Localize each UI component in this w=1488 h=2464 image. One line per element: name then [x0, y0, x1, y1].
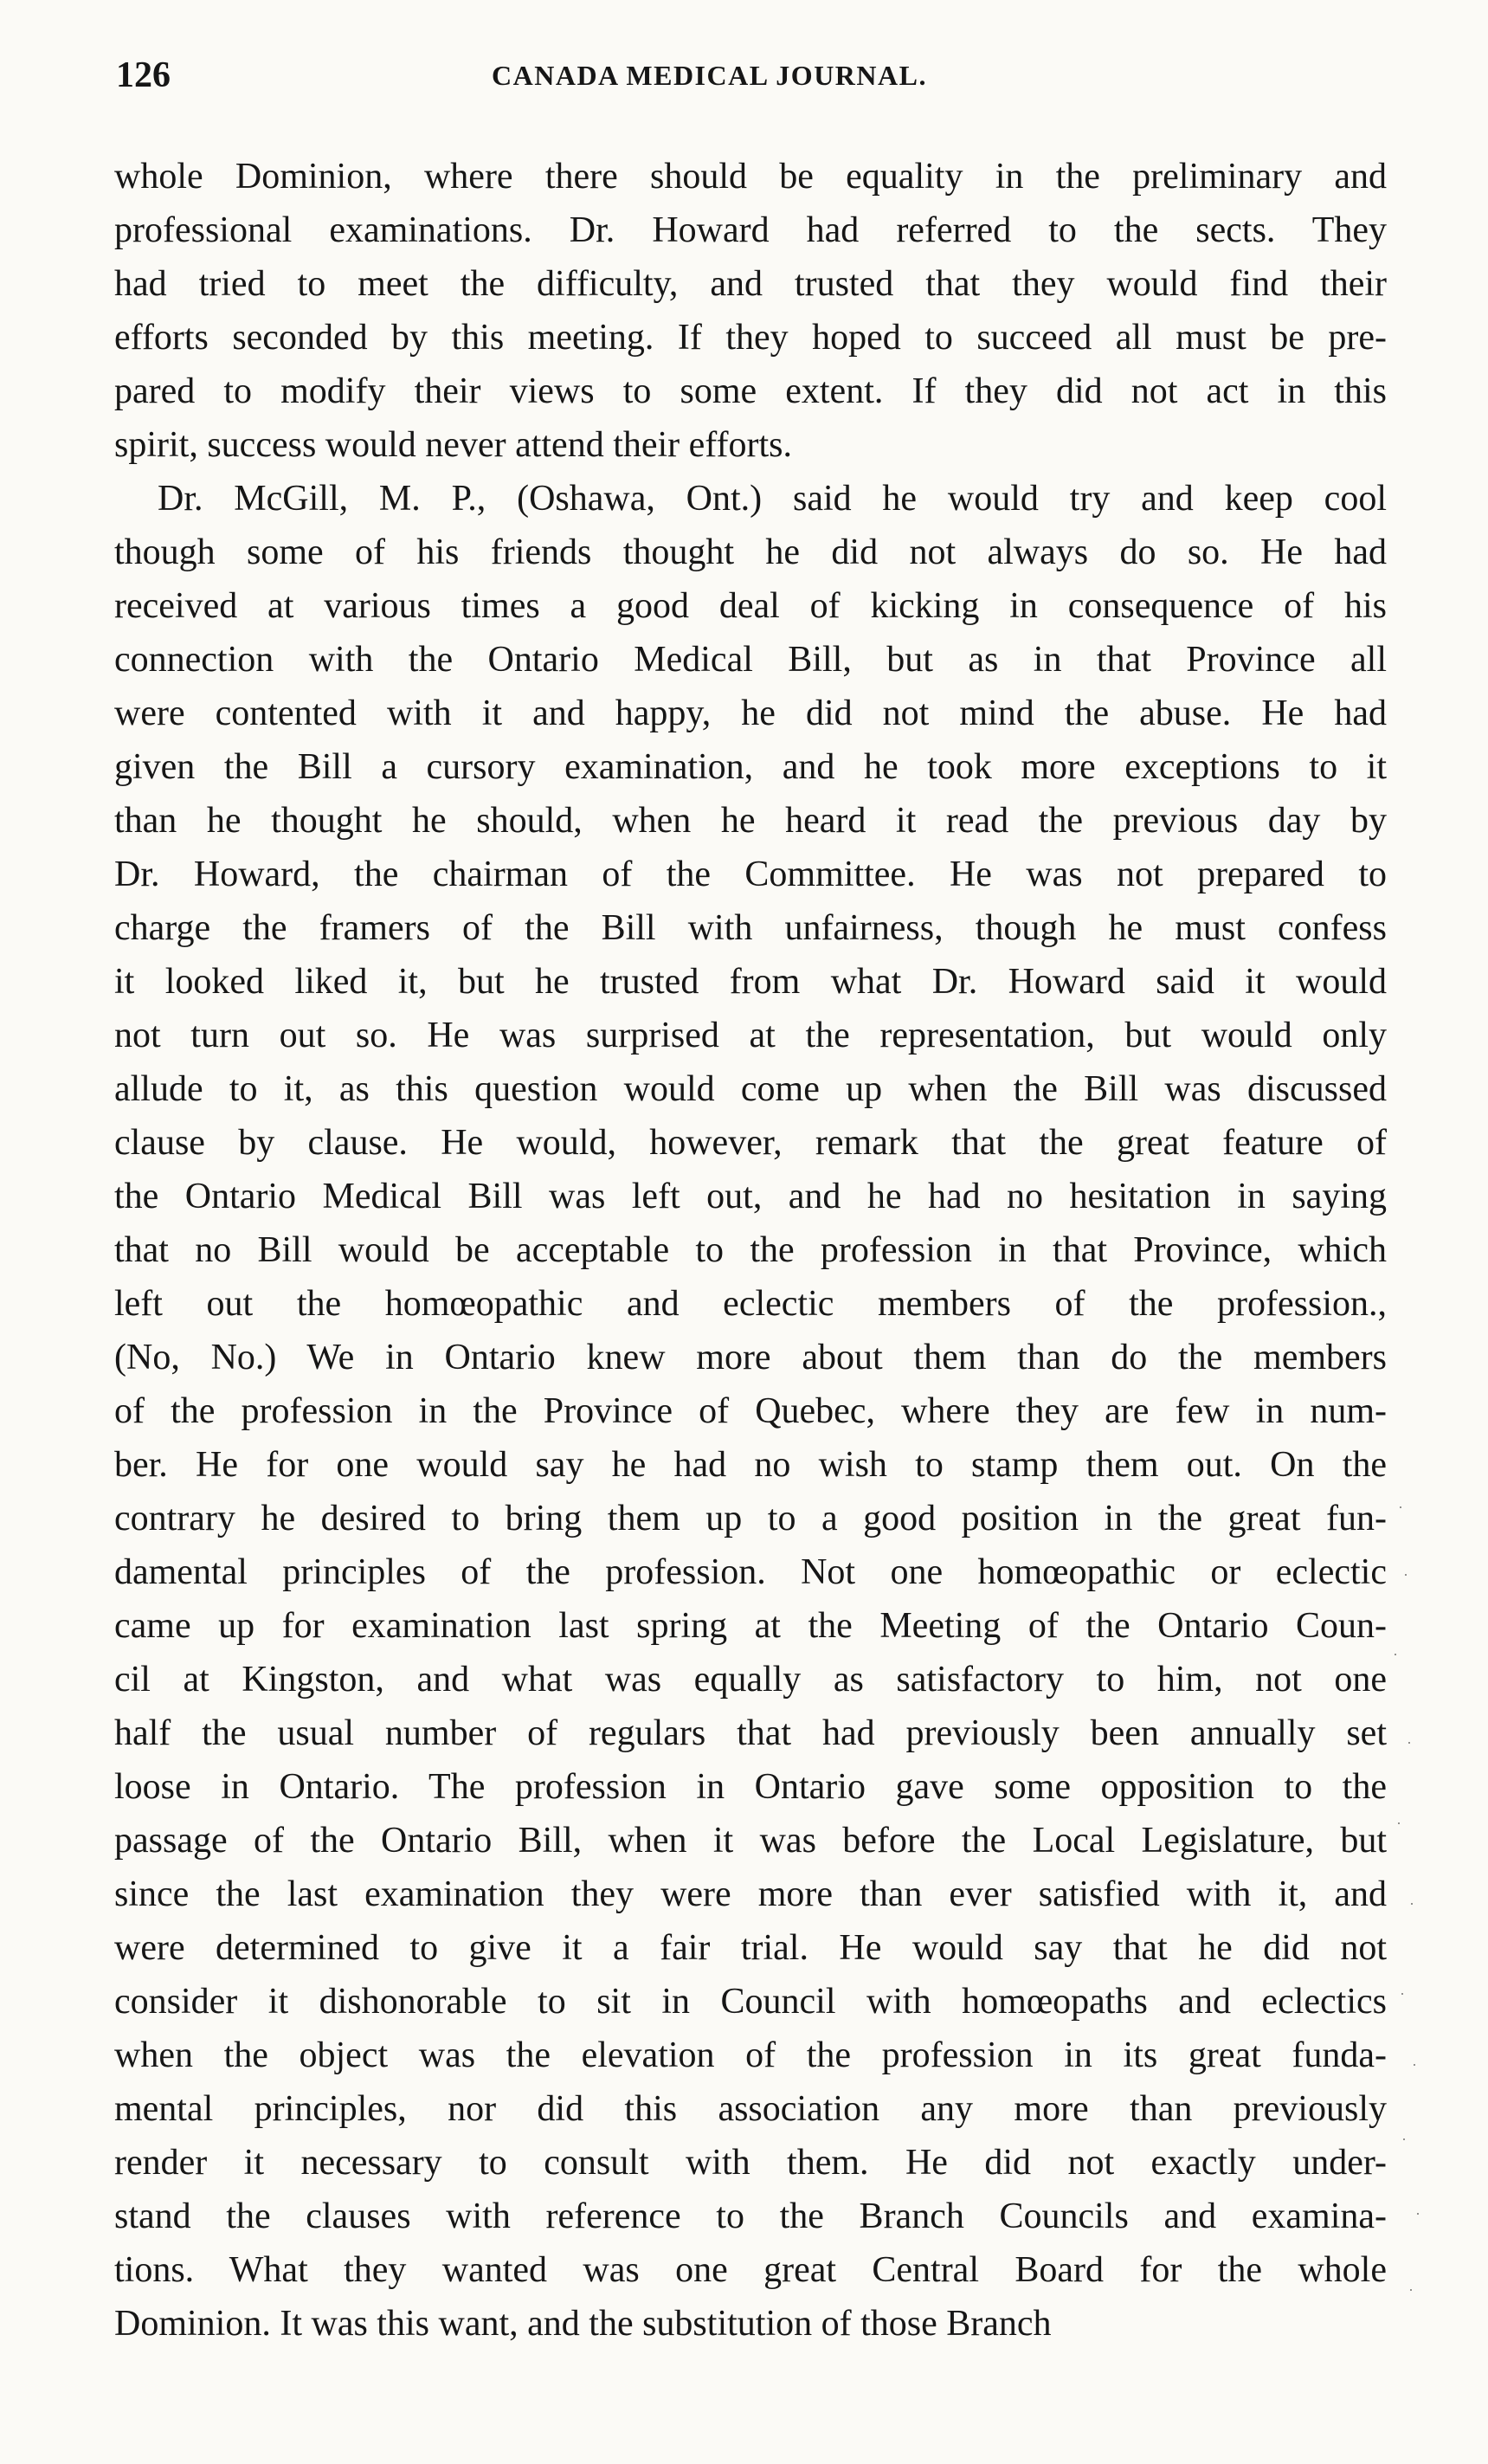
scan-speck [1395, 1654, 1396, 1655]
text-line: given the Bill a cursory examination, and he took more exceptions to it [114, 747, 1387, 787]
text-line: clause by clause. He would, however, remark that the great feature of [114, 1123, 1387, 1163]
text-line: Dr. Howard, the chairman of the Committee. He was not prepared to [114, 855, 1387, 894]
text-line: whole Dominion, where there should be equality in the preliminary and [114, 157, 1387, 197]
scan-speck [1417, 2213, 1419, 2215]
text-line: tions. What they wanted was one great Central Board for the whole [114, 2250, 1387, 2290]
text-line: it looked liked it, but he trusted from what Dr. Howard said it would [114, 962, 1387, 1002]
text-line: render it necessary to consult with them. He did not exactly under- [114, 2143, 1387, 2183]
scan-specks [1384, 1472, 1488, 2464]
text-line: left out the homœopathic and eclectic members of the profession., [114, 1284, 1387, 1324]
scan-speck [1414, 2064, 1415, 2066]
text-line: damental principles of the profession. Not one homœopathic or eclectic [114, 1552, 1387, 1592]
page-number: 126 [116, 55, 171, 95]
journal-title: CANADA MEDICAL JOURNAL. [492, 60, 927, 91]
text-line: ber. He for one would say he had no wish to stamp them out. On the [114, 1445, 1387, 1485]
scan-speck [1400, 1506, 1401, 1508]
speaker-line: Dr. McGill, M. P., (Oshawa, Ont.) said he would try and keep cool [158, 479, 1387, 519]
scan-speck [1405, 1574, 1407, 1576]
text-line: of the profession in the Province of Quebec, where they are few in num- [114, 1391, 1387, 1431]
scan-speck [1410, 2289, 1412, 2291]
body-text [114, 150, 1387, 2351]
text-line: were contented with it and happy, he did not mind the abuse. He had [114, 693, 1387, 733]
text-line: professional examinations. Dr. Howard had referred to the sects. They [114, 210, 1387, 250]
text-line: Dominion. It was this want, and the substitution of those Branch [114, 2304, 1052, 2344]
text-line: half the usual number of regulars that had previously been annually set [114, 1713, 1387, 1753]
text-line: than he thought he should, when he heard it read the previous day by [114, 801, 1387, 841]
text-line: received at various times a good deal of kicking in consequence of his [114, 586, 1387, 626]
text-line: were determined to give it a fair trial. He would say that he did not [114, 1928, 1387, 1968]
text-line: mental principles, nor did this association any more than previously [114, 2089, 1387, 2129]
text-line: the Ontario Medical Bill was left out, and he had no hesitation in saying [114, 1177, 1387, 1216]
scan-speck [1403, 2138, 1405, 2140]
text-line: since the last examination they were more than ever satisfied with it, and [114, 1874, 1387, 1914]
text-line: stand the clauses with reference to the Branch Councils and examina- [114, 2196, 1387, 2236]
text-line: charge the framers of the Bill with unfairness, though he must confess [114, 908, 1387, 948]
text-line: allude to it, as this question would come up when the Bill was discussed [114, 1069, 1387, 1109]
scan-speck [1401, 1993, 1403, 1995]
text-line: though some of his friends thought he did not always do so. He had [114, 532, 1387, 572]
text-line: pared to modify their views to some extent. If they did not act in this [114, 371, 1387, 411]
text-line: consider it dishonorable to sit in Council with homœopaths and eclectics [114, 1982, 1387, 2022]
text-line: that no Bill would be acceptable to the profession in that Province, which [114, 1230, 1387, 1270]
text-line: passage of the Ontario Bill, when it was before the Local Legislature, but [114, 1821, 1387, 1861]
text-line: (No, No.) We in Ontario knew more about them than do the members [114, 1338, 1387, 1377]
text-line: connection with the Ontario Medical Bill, but as in that Province all [114, 640, 1387, 680]
scan-speck [1398, 1822, 1400, 1824]
scan-speck [1408, 1742, 1410, 1744]
text-line: cil at Kingston, and what was equally as satisfactory to him, not one [114, 1660, 1387, 1700]
scan-speck [1411, 1903, 1413, 1905]
text-line: efforts seconded by this meeting. If they hoped to succeed all must be pre- [114, 318, 1387, 358]
page-header [116, 57, 1382, 135]
text-line: spirit, success would never attend their efforts. [114, 425, 793, 465]
text-line: not turn out so. He was surprised at the representation, but would only [114, 1016, 1387, 1055]
text-line: came up for examination last spring at the Meeting of the Ontario Coun- [114, 1606, 1387, 1646]
text-line: loose in Ontario. The profession in Ontario gave some opposition to the [114, 1767, 1387, 1807]
text-line: when the object was the elevation of the profession in its great funda- [114, 2035, 1387, 2075]
text-line: had tried to meet the difficulty, and trusted that they would find their [114, 264, 1387, 304]
text-line: contrary he desired to bring them up to a good position in the great fun- [114, 1499, 1387, 1538]
